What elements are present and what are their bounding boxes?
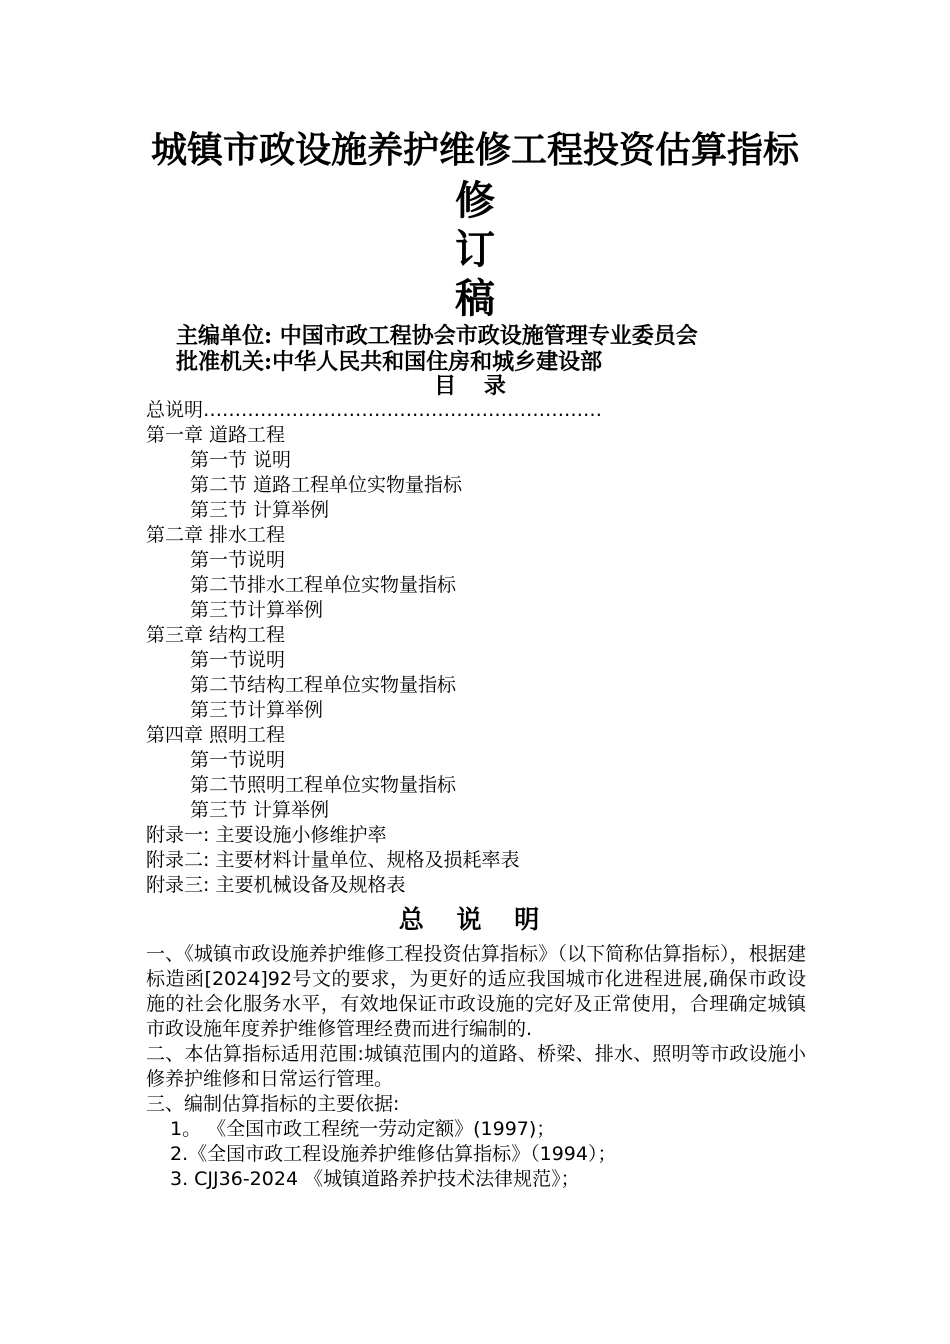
toc-section-item: 第二节结构工程单位实物量指标: [190, 674, 457, 696]
general-notes-body: [146, 942, 806, 1192]
toc-section-item: 第二节 道路工程单位实物量指标: [190, 474, 463, 496]
toc-chapter-item: 附录一: 主要设施小修维护率: [146, 824, 387, 846]
toc-section-item: 第二节照明工程单位实物量指标: [190, 774, 457, 796]
basis-item-3: 3. CJJ36-2024 《城镇道路养护技术法律规范》；: [170, 1168, 580, 1190]
paragraph-1: 一、《城镇市政设施养护维修工程投资估算指标》（以下简称估算指标），根据建标造函[2024]92号文的要求，为更好的适应我国城市化进程进展,确保市政设施的社会化服务水平，有效地保证市政设施的完好及正常使用，合理确定城镇市政设施年度养护维修管理经费而进行编制的.: [146, 943, 806, 1040]
toc-chapter-item: 第四章 照明工程: [146, 724, 286, 746]
toc-chapter-item: 总说明………………………………………………………: [146, 399, 603, 421]
toc-section-item: 第一节说明: [190, 749, 286, 771]
toc-section-item: 第三节 计算举例: [190, 799, 330, 821]
title-char-gao: 稿: [455, 275, 495, 322]
toc-section-item: 第三节计算举例: [190, 599, 324, 621]
toc-chapter-item: 第三章 结构工程: [146, 624, 286, 646]
toc-chapter-item: 第一章 道路工程: [146, 424, 286, 446]
toc-chapter-item: 附录二: 主要材料计量单位、规格及损耗率表: [146, 849, 520, 871]
toc-section-item: 第一节说明: [190, 549, 286, 571]
paragraph-2: 二、本估算指标适用范围:城镇范围内的道路、桥梁、排水、照明等市政设施小修养护维修和日常运行管理。: [146, 1043, 806, 1090]
paragraph-3: 三、编制估算指标的主要依据:: [146, 1093, 400, 1115]
toc-section-item: 第一节 说明: [190, 449, 292, 471]
toc-chapter-item: 第二章 排水工程: [146, 524, 286, 546]
document-title: 城镇市政设施养护维修工程投资估算指标: [150, 129, 799, 171]
toc-chapter-item: 附录三: 主要机械设备及规格表: [146, 874, 406, 896]
toc-title: 目 录: [434, 373, 516, 399]
approval-authority: 批准机关:中华人民共和国住房和城乡建设部: [176, 349, 603, 375]
table-of-contents: [146, 398, 846, 898]
toc-section-item: 第三节 计算举例: [190, 499, 330, 521]
general-notes-title: 总 说 明: [398, 905, 552, 934]
basis-item-2: 2.《全国市政工程设施养护维修估算指标》（1994）；: [170, 1143, 617, 1165]
basis-item-1: 1。 《全国市政工程统一劳动定额》(1997)；: [170, 1118, 556, 1140]
toc-section-item: 第三节计算举例: [190, 699, 324, 721]
toc-section-item: 第一节说明: [190, 649, 286, 671]
toc-section-item: 第二节排水工程单位实物量指标: [190, 574, 457, 596]
title-char-xiu: 修: [455, 177, 495, 224]
title-char-ding: 订: [455, 226, 495, 273]
editor-unit: 主编单位: 中国市政工程协会市政设施管理专业委员会: [176, 323, 698, 349]
